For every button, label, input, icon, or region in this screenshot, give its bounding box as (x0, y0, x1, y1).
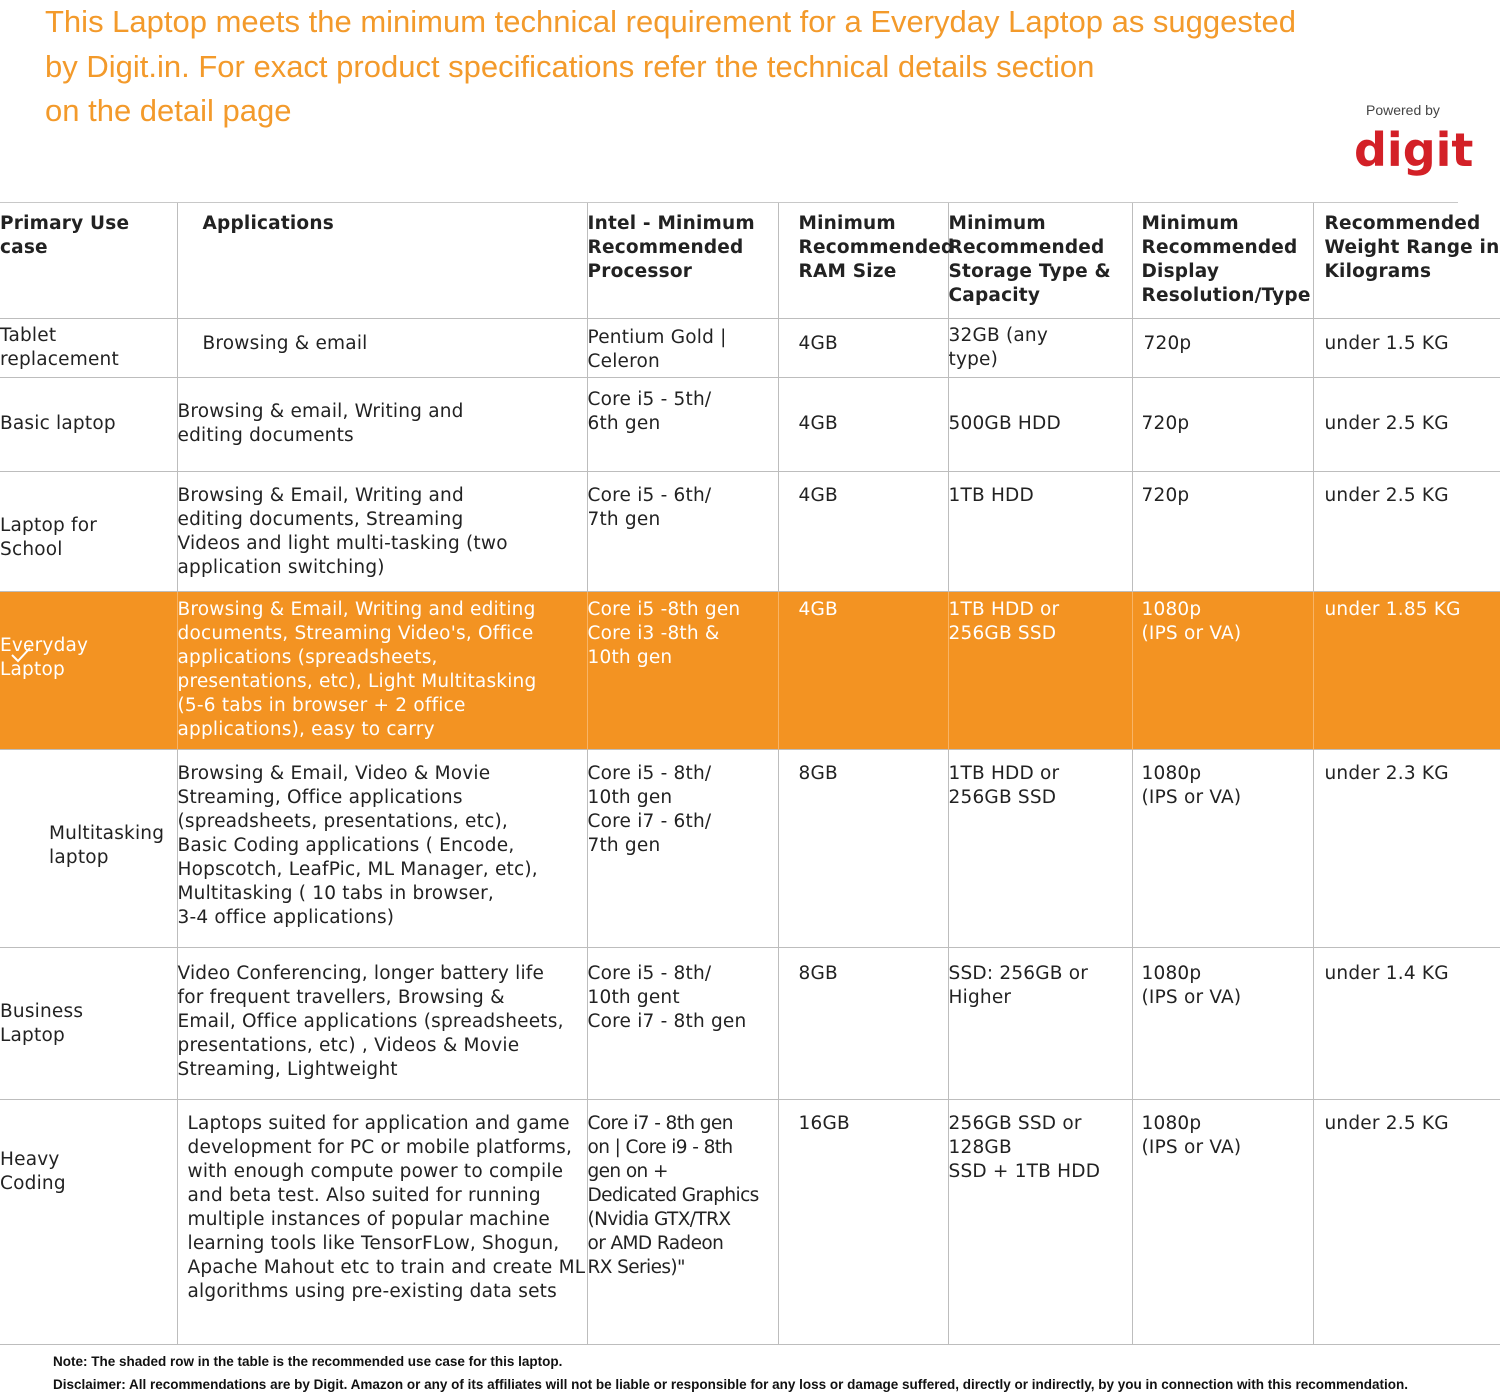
use-case-label: Everyday Laptop (0, 634, 89, 680)
weight-cell: under 1.4 KG (1324, 962, 1449, 984)
applications-cell: Browsing & email (177, 318, 587, 377)
col-header-storage: Minimum Recommended Storage Type & Capacity (948, 203, 1132, 318)
weight-cell: under 2.5 KG (1324, 484, 1449, 506)
use-case-cell: Basic laptop (0, 377, 177, 471)
recommendation-table (0, 203, 1500, 1345)
powered-by-label: Powered by (1366, 102, 1440, 118)
display-cell: 720p (1132, 318, 1313, 377)
display-cell: 1080p (IPS or VA) (1132, 749, 1313, 947)
digit-logo (1352, 120, 1474, 177)
display-cell: 1080p (IPS or VA) (1132, 947, 1313, 1099)
table-header-row (0, 203, 1500, 318)
check-icon (10, 644, 32, 666)
processor-cell: Core i5 - 6th/ 7th gen (587, 471, 778, 591)
ram-cell: 4GB (778, 377, 948, 471)
ram-cell: 4GB (778, 591, 948, 749)
weight-cell: under 1.85 KG (1313, 591, 1500, 749)
use-case-cell: Tablet replacement (0, 318, 177, 377)
ram-cell: 8GB (778, 749, 948, 947)
col-header-processor: Intel - Minimum Recommended Processor (587, 203, 778, 318)
applications-cell: Browsing & Email, Writing and editing documents, Streaming Video's, Office applications (spreadsheets, presentations, etc), Light Multitasking (5-6 tabs in browser + 2 office applications), easy to carry (177, 591, 587, 749)
header-line: on the detail page (45, 93, 292, 128)
footer-note: Note: The shaded row in the table is the recommended use case for this laptop. (53, 1354, 563, 1369)
col-header-weight: Recommended Weight Range in Kilograms (1313, 203, 1500, 318)
table-row (0, 318, 1500, 377)
processor-cell: Core i5 - 8th/ 10th gent Core i7 - 8th gen (587, 947, 778, 1099)
display-cell: 720p (1132, 377, 1313, 471)
footer-disclaimer: Disclaimer: All recommendations are by Digit. Amazon or any of its affiliates will not be liable or responsible for any loss or damage suffered, directly or indirectly, by you in connection with this recommendation. (53, 1377, 1409, 1392)
col-header-applications: Applications (177, 203, 587, 318)
table-row (0, 947, 1500, 1099)
storage-cell: 1TB HDD or 256GB SSD (948, 591, 1132, 749)
storage-cell: SSD: 256GB or Higher (948, 947, 1132, 1099)
weight-cell: under 2.5 KG (1324, 412, 1449, 434)
weight-cell: under 2.3 KG (1324, 762, 1449, 784)
col-header-ram: Minimum Recommended RAM Size (778, 203, 948, 318)
display-cell: 1080p (IPS or VA) (1132, 1099, 1313, 1344)
display-cell: 1080p (IPS or VA) (1132, 591, 1313, 749)
table-row-highlighted (0, 591, 1500, 749)
col-header-display: Minimum Recommended Display Resolution/Type (1132, 203, 1313, 318)
weight-cell: under 1.5 KG (1324, 332, 1449, 354)
applications-cell: Browsing & Email, Writing and editing documents, Streaming Videos and light multi-tasking (two application switching) (177, 471, 587, 591)
ram-cell: 16GB (778, 1099, 948, 1344)
processor-cell: Core i7 - 8th gen on | Core i9 - 8th gen on + Dedicated Graphics (Nvidia GTX/TRX or AMD Radeon RX Series)" (587, 1099, 778, 1344)
ram-cell: 4GB (778, 318, 948, 377)
svg-text:digit: digit (1354, 123, 1474, 177)
storage-cell: 256GB SSD or 128GB SSD + 1TB HDD (948, 1099, 1132, 1344)
weight-cell: under 2.5 KG (1324, 1112, 1449, 1134)
table-row (0, 1099, 1500, 1344)
applications-cell: Browsing & Email, Video & Movie Streaming, Office applications (spreadsheets, presentations, etc), Basic Coding applications ( Encode, Hopscotch, LeafPic, ML Manager, etc), Multitasking ( 10 tabs in browser, 3-4 office applications) (177, 749, 587, 947)
processor-cell: Core i5 - 5th/ 6th gen (587, 377, 778, 471)
storage-cell: 1TB HDD (948, 471, 1132, 591)
header-line: by Digit.in. For exact product specifications refer the technical details section (45, 48, 1095, 84)
use-case-cell: Laptop for School (0, 471, 177, 591)
ram-cell: 8GB (778, 947, 948, 1099)
table-row (0, 377, 1500, 471)
col-header-use-case: Primary Use case (0, 203, 177, 318)
applications-cell: Laptops suited for application and game development for PC or mobile platforms, with enough compute power to compile and beta test. Also suited for running multiple instances of popular machine learning tools like TensorFLow, Shogun, Apache Mahout etc to train and create ML algorithms using pre-existing data sets (177, 1099, 587, 1344)
header-line: This Laptop meets the minimum technical requirement for a Everyday Laptop as suggested (45, 4, 1296, 39)
processor-cell: Pentium Gold | Celeron (587, 318, 778, 377)
processor-cell: Core i5 -8th gen Core i3 -8th & 10th gen (587, 591, 778, 749)
applications-cell: Browsing & email, Writing and editing documents (177, 377, 587, 471)
use-case-cell: Multitasking laptop (0, 749, 177, 947)
header-message (45, 0, 1365, 134)
storage-cell: 500GB HDD (948, 377, 1132, 471)
display-cell: 720p (1132, 471, 1313, 591)
table-row (0, 471, 1500, 591)
use-case-cell: Business Laptop (0, 947, 177, 1099)
ram-cell: 4GB (778, 471, 948, 591)
use-case-cell: Heavy Coding (0, 1099, 177, 1344)
applications-cell: Video Conferencing, longer battery life for frequent travellers, Browsing & Email, Office applications (spreadsheets, presentations, etc) , Videos & Movie Streaming, Lightweight (177, 947, 587, 1099)
processor-cell: Core i5 - 8th/ 10th gen Core i7 - 6th/ 7th gen (587, 749, 778, 947)
table-row (0, 749, 1500, 947)
storage-cell: 32GB (any type) (948, 318, 1132, 377)
storage-cell: 1TB HDD or 256GB SSD (948, 749, 1132, 947)
use-case-cell (0, 591, 177, 749)
